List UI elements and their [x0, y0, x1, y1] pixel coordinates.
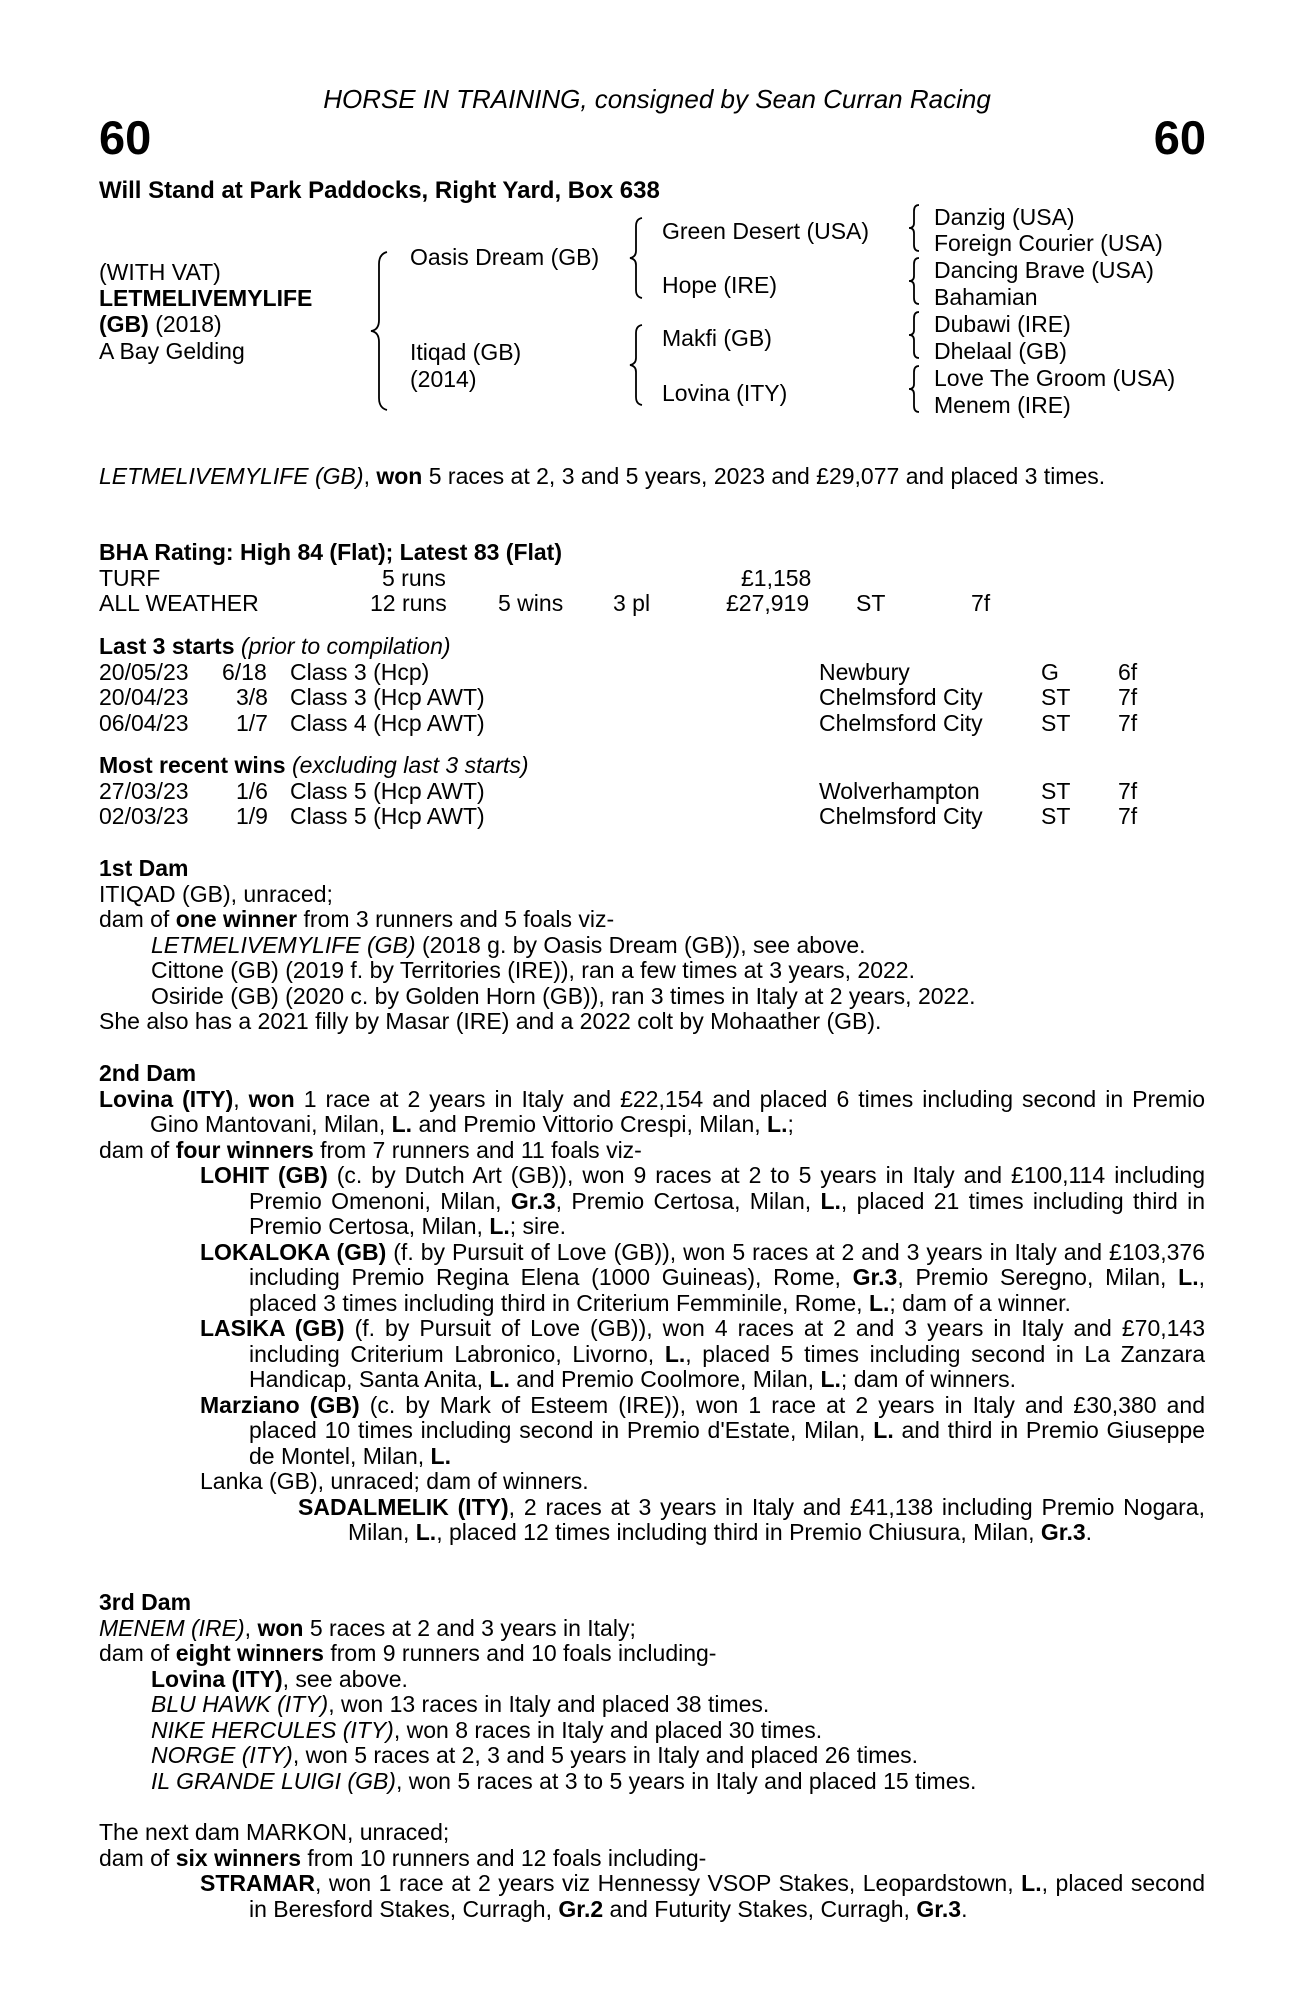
sire-dam: Hope (IRE)	[662, 272, 778, 298]
last-starts-section: Last 3 starts (prior to compilation) 20/05/23 6/18 Class 3 (Hcp) Newbury G 6f 20/04/23 3/8 Class 3 (Hcp AWT) Chelmsford City ST 7f 06/04/23 1/7 Class 4 (Hcp AWT) Chelmsford City ST 7f	[99, 634, 1205, 736]
g3-ancestor: Dhelaal (GB)	[934, 338, 1067, 364]
pedigree-brace-sire	[627, 216, 645, 300]
third-dam-heading: 3rd Dam	[99, 1589, 192, 1615]
rating-row: ALL WEATHER 12 runs 5 wins 3 pl £27,919 ST 7f	[99, 590, 991, 616]
start-row: 20/05/23 6/18 Class 3 (Hcp) Newbury G 6f	[99, 658, 1138, 685]
pedigree-brace-dam	[627, 323, 645, 407]
start-row: 20/04/23 3/8 Class 3 (Hcp AWT) Chelmsford City ST 7f	[99, 684, 1138, 710]
pedigree-brace-gen1	[368, 250, 390, 412]
rating-heading: BHA Rating: High 84 (Flat); Latest 83 (Flat)	[99, 539, 562, 565]
offspring-lohit: LOHIT (GB) (c. by Dutch Art (GB)), won 9 races at 2 to 5 years in Italy and £100,114 including Premio Omenoni, Milan, Gr.3, Premio Certosa, Milan, L., placed 21 times including third in Premio Certosa, Milan, L.; sire.	[200, 1162, 1205, 1239]
first-dam-heading: 1st Dam	[99, 855, 189, 881]
g3-ancestor: Bahamian	[934, 284, 1038, 310]
vat-label: (WITH VAT)	[99, 259, 221, 285]
win-row: 27/03/23 1/6 Class 5 (Hcp AWT) Wolverhampton ST 7f	[99, 777, 1138, 804]
third-dam-section: 3rd Dam MENEM (IRE), won 5 races at 2 and 3 years in Italy; dam of eight winners from 9 runners and 10 foals including- Lovina (ITY), see above. BLU HAWK (ITY), won 13 races in Italy and placed 38 times. NIKE HERCULES (ITY), won 8 races in Italy and placed 30 times. NORGE (ITY), won 5 races at 2, 3 and 5 years in Italy and placed 26 times. IL GRANDE LUIGI (GB), won 5 races at 3 to 5 years in Italy and placed 15 times.	[99, 1590, 1205, 1794]
race-summary: LETMELIVEMYLIFE (GB), won 5 races at 2, 3 and 5 years, 2023 and £29,077 and placed 3 times.	[99, 463, 1106, 489]
g3-ancestor: Danzig (USA)	[934, 204, 1075, 230]
lot-number-right: 60	[1153, 111, 1206, 164]
lot-number-left: 60	[99, 111, 152, 164]
first-dam-section: 1st Dam ITIQAD (GB), unraced; dam of one winner from 3 runners and 5 foals viz- LETMELIVEMYLIFE (GB) (2018 g. by Oasis Dream (GB)), see above. Cittone (GB) (2019 f. by Territories (IRE)), ran a few times at 3 years, 2022. Osiride (GB) (2020 c. by Golden Horn (GB)), ran 3 times in Italy at 2 years, 2022. She also has a 2021 filly by Masar (IRE) and a 2022 colt by Mohaather (GB).	[99, 856, 1205, 1035]
g3-ancestor: Dubawi (IRE)	[934, 311, 1071, 337]
sire-name: Oasis Dream (GB)	[410, 244, 600, 270]
offspring-lasika: LASIKA (GB) (f. by Pursuit of Love (GB)), won 4 races at 2 and 3 years in Italy and £70,143 including Criterium Labronico, Livorno, L., placed 5 times including second in La Zanzara Handicap, Santa Anita, L. and Premio Coolmore, Milan, L.; dam of winners.	[200, 1315, 1205, 1392]
g3-ancestor: Love The Groom (USA)	[934, 365, 1176, 391]
horse-name-country-year: (GB) (2018)	[99, 311, 222, 337]
offspring-lanka: Lanka (GB), unraced; dam of winners.	[200, 1468, 589, 1494]
offspring-lokaloka: LOKALOKA (GB) (f. by Pursuit of Love (GB)), won 5 races at 2 and 3 years in Italy and £103,376 including Premio Regina Elena (1000 Guineas), Rome, Gr.3, Premio Seregno, Milan, L., placed 3 times including third in Criterium Femminile, Rome, L.; dam of a winner.	[200, 1238, 1205, 1316]
rating-section	[99, 540, 1205, 617]
dam-dam: Lovina (ITY)	[662, 380, 788, 406]
rating-row: TURF 5 runs £1,158	[99, 564, 812, 591]
dam-sire: Makfi (GB)	[662, 325, 772, 351]
g3-ancestor: Menem (IRE)	[934, 392, 1071, 418]
stabling-line: Will Stand at Park Paddocks, Right Yard, Box 638	[99, 177, 660, 204]
start-row: 06/04/23 1/7 Class 4 (Hcp AWT) Chelmsford City ST 7f	[99, 709, 1138, 736]
win-row: 02/03/23 1/9 Class 5 (Hcp AWT) Chelmsford City ST 7f	[99, 803, 1138, 829]
horse-description: A Bay Gelding	[99, 338, 245, 364]
pedigree-brace-g3-3	[906, 310, 922, 360]
offspring-marziano: Marziano (GB) (c. by Mark of Esteem (IRE)), won 1 race at 2 years in Italy and £30,380 and placed 10 times including second in Premio d'Estate, Milan, L. and third in Premio Giuseppe de Montel, Milan, L.	[200, 1391, 1206, 1469]
dam-name: Itiqad (GB)	[410, 339, 522, 365]
horse-name: LETMELIVEMYLIFE	[99, 285, 313, 311]
pedigree-brace-g3-1	[906, 203, 922, 253]
offspring-stramar: STRAMAR, won 1 race at 2 years viz Hennessy VSOP Stakes, Leopardstown, L., placed second in Beresford Stakes, Curragh, Gr.2 and Futurity Stakes, Curragh, Gr.3.	[200, 1870, 1205, 1922]
recent-wins-section: Most recent wins (excluding last 3 starts) 27/03/23 1/6 Class 5 (Hcp AWT) Wolverhampton ST 7f 02/03/23 1/9 Class 5 (Hcp AWT) Chelmsford City ST 7f	[99, 753, 1205, 830]
sire-sire: Green Desert (USA)	[662, 218, 870, 244]
pedigree-brace-g3-4	[906, 364, 922, 414]
dam-year: (2014)	[410, 366, 477, 392]
offspring-sadalmelik: SADALMELIK (ITY), 2 races at 3 years in Italy and £41,138 including Premio Nogara, Milan, L., placed 12 times including third in Premio Chiusura, Milan, Gr.3.	[298, 1493, 1205, 1545]
second-dam-section: 2nd Dam Lovina (ITY), won 1 race at 2 years in Italy and £22,154 and placed 6 times including second in Premio Gino Mantovani, Milan, L. and Premio Vittorio Crespi, Milan, L.; dam of four winners from 7 runners and 11 foals viz- LOHIT (GB) (c. by Dutch Art (GB)), won 9 races at 2 to 5 years in Italy and £100,114 including Premio Omenoni, Milan, Gr.3, Premio Certosa, Milan, L., placed 21 times including third in Premio Certosa, Milan, L.; sire. LOKALOKA (GB) (f. by Pursuit of Love (GB)), won 5 races at 2 and 3 years in Italy and £103,376 including Premio Regina Elena (1000 Guineas), Rome, Gr.3, Premio Seregno, Milan, L., placed 3 times including third in Criterium Femminile, Rome, L.; dam of a winner. LASIKA (GB) (f. by Pursuit of Love (GB)), won 4 races at 2 and 3 years in Italy and £70,143 including Criterium Labronico, Livorno, L., placed 5 times including second in La Zanzara Handicap, Santa Anita, L. and Premio Coolmore, Milan, L.; dam of winners. Marziano (GB) (c. by Mark of Esteem (IRE)), won 1 race at 2 years in Italy and £30,380 and placed 10 times including second in Premio d'Estate, Milan, L. and third in Premio Giuseppe de Montel, Milan, L. Lanka (GB), unraced; dam of winners. SADALMELIK (ITY), 2 races at 3 years in Italy and £41,138 including Premio Nogara, Milan, L., placed 12 times including third in Premio Chiusura, Milan, Gr.3.	[99, 1060, 1206, 1545]
consignment-line: HORSE IN TRAINING, consigned by Sean Curran Racing	[323, 84, 991, 114]
next-dam-section: The next dam MARKON, unraced; dam of six winners from 10 runners and 12 foals including- STRAMAR, won 1 race at 2 years viz Hennessy VSOP Stakes, Leopardstown, L., placed second in Beresford Stakes, Curragh, Gr.2 and Futurity Stakes, Curragh, Gr.3.	[99, 1819, 1205, 1922]
g3-ancestor: Foreign Courier (USA)	[934, 230, 1163, 256]
g3-ancestor: Dancing Brave (USA)	[934, 257, 1154, 283]
second-dam-heading: 2nd Dam	[99, 1060, 197, 1086]
pedigree-brace-g3-2	[906, 256, 922, 306]
